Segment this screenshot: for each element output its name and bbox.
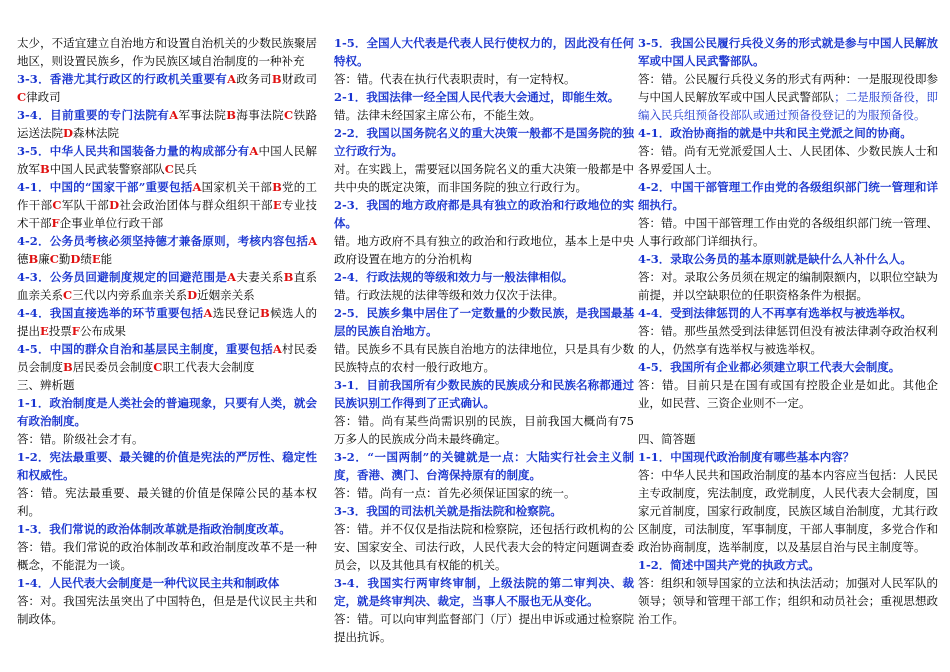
question-stem: 4-1．中国的“国家干部”重要包括 bbox=[17, 180, 193, 194]
question-statement bbox=[334, 304, 634, 340]
question-text: 1-1．政治制度是人类社会的普遍现象，只要有人类，就会有政治制度。 bbox=[17, 396, 317, 428]
option-text: 职工代表大会制度 bbox=[162, 360, 255, 374]
option-text: 中国人民解放军 bbox=[17, 144, 318, 176]
option-text: 夫妻关系 bbox=[236, 270, 284, 284]
option-letter: A bbox=[192, 180, 202, 194]
question-statement bbox=[638, 178, 938, 214]
option-text: 财政司 bbox=[281, 72, 318, 86]
paragraph: 错。法律未经国家主席公布，不能生效。 bbox=[334, 108, 541, 122]
question-statement bbox=[334, 448, 634, 484]
option-letter: C bbox=[49, 252, 59, 266]
paragraph: 三、辨析题 bbox=[17, 378, 75, 392]
option-letter: A bbox=[308, 234, 317, 248]
option-letter: D bbox=[187, 288, 198, 302]
option-letter: C bbox=[164, 162, 174, 176]
question-text: 2-5．民族乡集中居住了一定数量的少数民族，是我国最基层的民族自治地方。 bbox=[334, 306, 634, 338]
question-text: 1-4．人民代表大会制度是一种代议民主共和制政体 bbox=[17, 576, 280, 590]
option-text: 企事业单位行政干部 bbox=[59, 216, 164, 230]
option-letter: D bbox=[63, 126, 73, 140]
paragraph: 答：错。尚有一点：首先必须保证国家的统一。 bbox=[334, 486, 576, 500]
option-text: 中国人民武装警察部队 bbox=[49, 162, 165, 176]
paragraph: 答：错。代表在执行代表职责时，有一定特权。 bbox=[334, 72, 576, 86]
multiple-choice-item bbox=[17, 340, 317, 376]
option-letter: F bbox=[51, 216, 60, 230]
paragraph: 答：错。目前只是在国有或国有控股企业是如此。其他企业，如民营、三资企业则不一定。 bbox=[638, 378, 938, 410]
question-text: 3-2．“一国两制”的关键就是一点：大陆实行社会主义制度，香港、澳门、台湾保持原有的制度。 bbox=[334, 450, 634, 482]
paragraph: 答：错。尚有无党派爱国人士、人民团体、少数民族人士和各界爱国人士。 bbox=[638, 144, 938, 176]
option-text: 政务司 bbox=[236, 72, 272, 86]
question-text: 1-1．中国现代政治制度有哪些基本内容？ bbox=[638, 450, 855, 464]
question-statement bbox=[17, 574, 317, 592]
paragraph: 答：对。录取公务员须在规定的编制限额内，以职位空缺为前提，并以空缺职位的任职资格条件为根据。 bbox=[638, 270, 938, 302]
option-letter: B bbox=[260, 306, 270, 320]
option-letter: A bbox=[203, 306, 213, 320]
paragraph: 答：错。阶级社会才有。 bbox=[17, 432, 144, 446]
option-text: 国家机关干部 bbox=[201, 180, 273, 194]
option-letter: B bbox=[28, 252, 39, 266]
option-text: 廉 bbox=[38, 252, 50, 266]
option-letter: E bbox=[40, 324, 49, 338]
option-text: 公布成果 bbox=[79, 324, 126, 338]
option-letter: A bbox=[227, 72, 237, 86]
paragraph: 答：错。尚有某些尚需识别的民族，目前我国大概尚有75万多人的民族成分尚未最终确定。 bbox=[334, 414, 634, 446]
question-statement bbox=[17, 520, 317, 538]
option-text: 军事法院 bbox=[178, 108, 227, 122]
option-letter: E bbox=[272, 198, 282, 212]
question-text: 4-5．我国所有企业都必须建立职工代表大会制度。 bbox=[638, 360, 901, 374]
option-letter: C bbox=[63, 288, 73, 302]
paragraph: 答：错。中国干部管理工作由党的各级组织部门统一管理、人事行政部门详细执行。 bbox=[638, 216, 938, 248]
question-text: 3-5．我国公民履行兵役义务的形式就是参与中国人民解放军或中国人民武警部队。 bbox=[638, 36, 938, 68]
question-text: 4-4．受到法律惩罚的人不再享有选举权与被选举权。 bbox=[638, 306, 912, 320]
question-text: 3-3．我国的司法机关就是指法院和检察院。 bbox=[334, 504, 562, 518]
paragraph: 答：中华人民共和国政治制度的基本内容应当包括：人民民主专政制度，宪法制度，政党制度，人民代表大会制度，国家元首制度，国家行政制度，民族区域自治制度，尤其行政区制度，司法制度，军事制度，干部人事制度，多党合作和政治协商制度，选举制度，以及基层自治与民主制度等。 bbox=[638, 468, 938, 554]
question-text: 4-3．录取公务员的基本原则就是缺什么人补什么人。 bbox=[638, 252, 912, 266]
option-text: 党的工作干部 bbox=[17, 180, 318, 212]
option-text: 居民委员会制度 bbox=[72, 360, 154, 374]
option-text: 绩 bbox=[80, 252, 92, 266]
question-text: 1-2．宪法最重要、最关键的价值是宪法的严厉性、稳定性和权威性。 bbox=[17, 450, 317, 482]
question-stem: 4-3．公务员回避制度规定的回避范围是 bbox=[17, 270, 228, 284]
question-text: 1-3．我们常说的政治体制改革就是指政治制度改革。 bbox=[17, 522, 291, 536]
option-letter: C bbox=[17, 90, 27, 104]
answer-text-highlight: ；二是服预备役，即编入民兵组预备役部队或通过预备役登记的为服预备役。 bbox=[638, 90, 939, 122]
question-statement bbox=[334, 34, 634, 70]
option-text: 社会政治团体与群众组织干部 bbox=[119, 198, 273, 212]
paragraph: 错。行政法规的法律等级和效力仅次于法律。 bbox=[334, 288, 564, 302]
multiple-choice-item bbox=[17, 268, 317, 304]
question-text: 4-1．政治协商指的就是中共和民主党派之间的协商。 bbox=[638, 126, 912, 140]
paragraph: 四、简答题 bbox=[638, 432, 696, 446]
question-statement bbox=[334, 268, 634, 286]
question-statement bbox=[334, 88, 634, 106]
answer-paragraph bbox=[638, 70, 938, 124]
paragraph: 答：错。可以向审判监督部门（厅）提出申诉或通过检察院提出抗诉。 bbox=[334, 612, 634, 644]
option-text: 勤 bbox=[58, 252, 71, 266]
option-letter: B bbox=[283, 270, 294, 284]
option-text: 铁路运送法院 bbox=[17, 108, 318, 140]
option-letter: B bbox=[271, 72, 282, 86]
answer-text: 答：错。公民履行兵役义务的形式有两种：一是服现役即参与中国人民解放军或中国人民武警部队 bbox=[638, 72, 938, 104]
option-letter: C bbox=[153, 360, 163, 374]
question-statement bbox=[638, 358, 938, 376]
option-text: 森林法院 bbox=[72, 126, 119, 140]
question-statement bbox=[638, 34, 938, 70]
multiple-choice-item bbox=[17, 304, 317, 340]
paragraph: 太少，不适宜建立自治地方和设置自治机关的少数民族聚居地区，则设置民族乡，作为民族区域自治制度的一种补充 bbox=[17, 36, 317, 68]
paragraph: 答：错。那些虽然受到法律惩罚但没有被法律剥夺政治权利的人，仍然享有选举权与被选举权。 bbox=[638, 324, 938, 356]
option-text: 直系血亲关系 bbox=[17, 270, 318, 302]
question-text: 2-3．我国的地方政府都是具有独立的政治和行政地位的实体。 bbox=[334, 198, 634, 230]
paragraph: 答：对。我国宪法虽突出了中国特色，但是是代议民主共和制政体。 bbox=[17, 594, 317, 626]
option-text: 律政司 bbox=[26, 90, 61, 104]
question-text: 1-2．简述中国共产党的执政方式。 bbox=[638, 558, 820, 572]
option-text: 选民登记 bbox=[212, 306, 261, 320]
question-stem: 4-4．我国直接选举的环节重要包括 bbox=[17, 306, 204, 320]
option-text: 民兵 bbox=[173, 162, 197, 176]
option-letter: C bbox=[52, 198, 62, 212]
paragraph: 答：错。我们常说的政治体制改革和政治制度改革不是一种概念，不能混为一谈。 bbox=[17, 540, 317, 572]
option-letter: D bbox=[109, 198, 120, 212]
question-stem: 4-5．中国的群众自治和基层民主制度，重要包括 bbox=[17, 342, 273, 356]
question-statement bbox=[334, 502, 634, 520]
paragraph: 错。地方政府不具有独立的政治和行政地位，基本上是中央政府设置在地方的分治机构 bbox=[334, 234, 634, 266]
multiple-choice-item bbox=[17, 232, 317, 268]
question-text: 1-5．全国人大代表是代表人民行使权力的，因此没有任何特权。 bbox=[334, 36, 634, 68]
question-text: 2-2．我国以国务院名义的重大决策一般都不是国务院的独立行政行为。 bbox=[334, 126, 634, 158]
option-letter: A bbox=[249, 144, 259, 158]
question-statement bbox=[638, 556, 938, 574]
question-statement bbox=[638, 304, 938, 322]
option-letter: A bbox=[272, 342, 282, 356]
option-text: 能 bbox=[100, 252, 113, 266]
question-statement bbox=[638, 124, 938, 142]
paragraph: 对。在实践上，需要冠以国务院名义的重大决策一般都是中共中央的既定决策，而非国务院的独立行政行为。 bbox=[334, 162, 634, 194]
question-stem: 3-4．目前重要的专门法院有 bbox=[17, 108, 170, 122]
question-statement bbox=[334, 376, 634, 412]
option-text: 投票 bbox=[48, 324, 72, 338]
question-text: 4-2．中国干部管理工作由党的各级组织部门统一管理和详细执行。 bbox=[638, 180, 938, 212]
text-column-left bbox=[17, 34, 317, 628]
question-statement bbox=[17, 448, 317, 484]
question-stem: 3-3．香港尤其行政区的行政机关重要有 bbox=[17, 72, 228, 86]
question-statement bbox=[334, 196, 634, 232]
question-stem: 4-2．公务员考核必须坚持德才兼备原则，考核内容包括 bbox=[17, 234, 309, 248]
question-text: 3-1．目前我国所有少数民族的民族成分和民族名称都通过民族识别工作得到了正式确认。 bbox=[334, 378, 634, 410]
option-text: 德 bbox=[17, 252, 29, 266]
question-statement bbox=[334, 574, 634, 610]
option-letter: C bbox=[284, 108, 294, 122]
option-letter: B bbox=[226, 108, 236, 122]
paragraph: 答：错。宪法最重要、最关键的价值是保障公民的基本权利。 bbox=[17, 486, 317, 518]
option-letter: D bbox=[70, 252, 81, 266]
option-text: 专业技术干部 bbox=[17, 198, 318, 230]
text-column-right bbox=[638, 34, 938, 628]
paragraph: 答：组织和领导国家的立法和执法活动；加强对人民军队的领导；领导和管理干部工作；组织和动员社会；重视思想政治工作。 bbox=[638, 576, 938, 626]
option-text: 海事法院 bbox=[235, 108, 285, 122]
question-statement bbox=[638, 448, 938, 466]
paragraph: 答：错。并不仅仅是指法院和检察院，还包括行政机构的公安、国家安全、司法行政，人民代表大会的特定问题调查委员会，以及其他具有权能的机关。 bbox=[334, 522, 634, 572]
question-statement bbox=[334, 124, 634, 160]
option-letter: B bbox=[272, 180, 282, 194]
option-text: 村民委员会制度 bbox=[17, 342, 318, 374]
option-text: 候选人的提出 bbox=[17, 306, 318, 338]
question-text: 2-4．行政法规的等级和效力与一般法律相似。 bbox=[334, 270, 574, 284]
question-statement bbox=[638, 250, 938, 268]
text-column-middle bbox=[334, 34, 634, 646]
option-letter: F bbox=[71, 324, 80, 338]
option-letter: A bbox=[169, 108, 179, 122]
multiple-choice-item bbox=[17, 142, 317, 178]
question-statement bbox=[17, 394, 317, 430]
paragraph: 错。民族乡不具有民族自治地方的法律地位，只是具有少数民族特点的农村一般行政地方。 bbox=[334, 342, 634, 374]
option-letter: B bbox=[63, 360, 73, 374]
multiple-choice-item bbox=[17, 178, 317, 232]
option-text: 三代以内旁系血亲关系 bbox=[72, 288, 188, 302]
question-text: 3-4．我国实行两审终审制，上级法院的第二审判决、裁定，就是终审判决、裁定，当事人不服也无从变化。 bbox=[334, 576, 634, 608]
multiple-choice-item bbox=[17, 106, 317, 142]
option-letter: B bbox=[40, 162, 50, 176]
option-text: 近姻亲关系 bbox=[197, 288, 255, 302]
blank-line bbox=[638, 412, 938, 430]
option-text: 军队干部 bbox=[61, 198, 110, 212]
multiple-choice-item bbox=[17, 70, 317, 106]
question-stem: 3-5．中华人民共和国装备力量的构成部分有 bbox=[17, 144, 250, 158]
option-letter: A bbox=[227, 270, 237, 284]
option-letter: E bbox=[91, 252, 101, 266]
question-text: 2-1．我国法律一经全国人民代表大会通过，即能生效。 bbox=[334, 90, 620, 104]
